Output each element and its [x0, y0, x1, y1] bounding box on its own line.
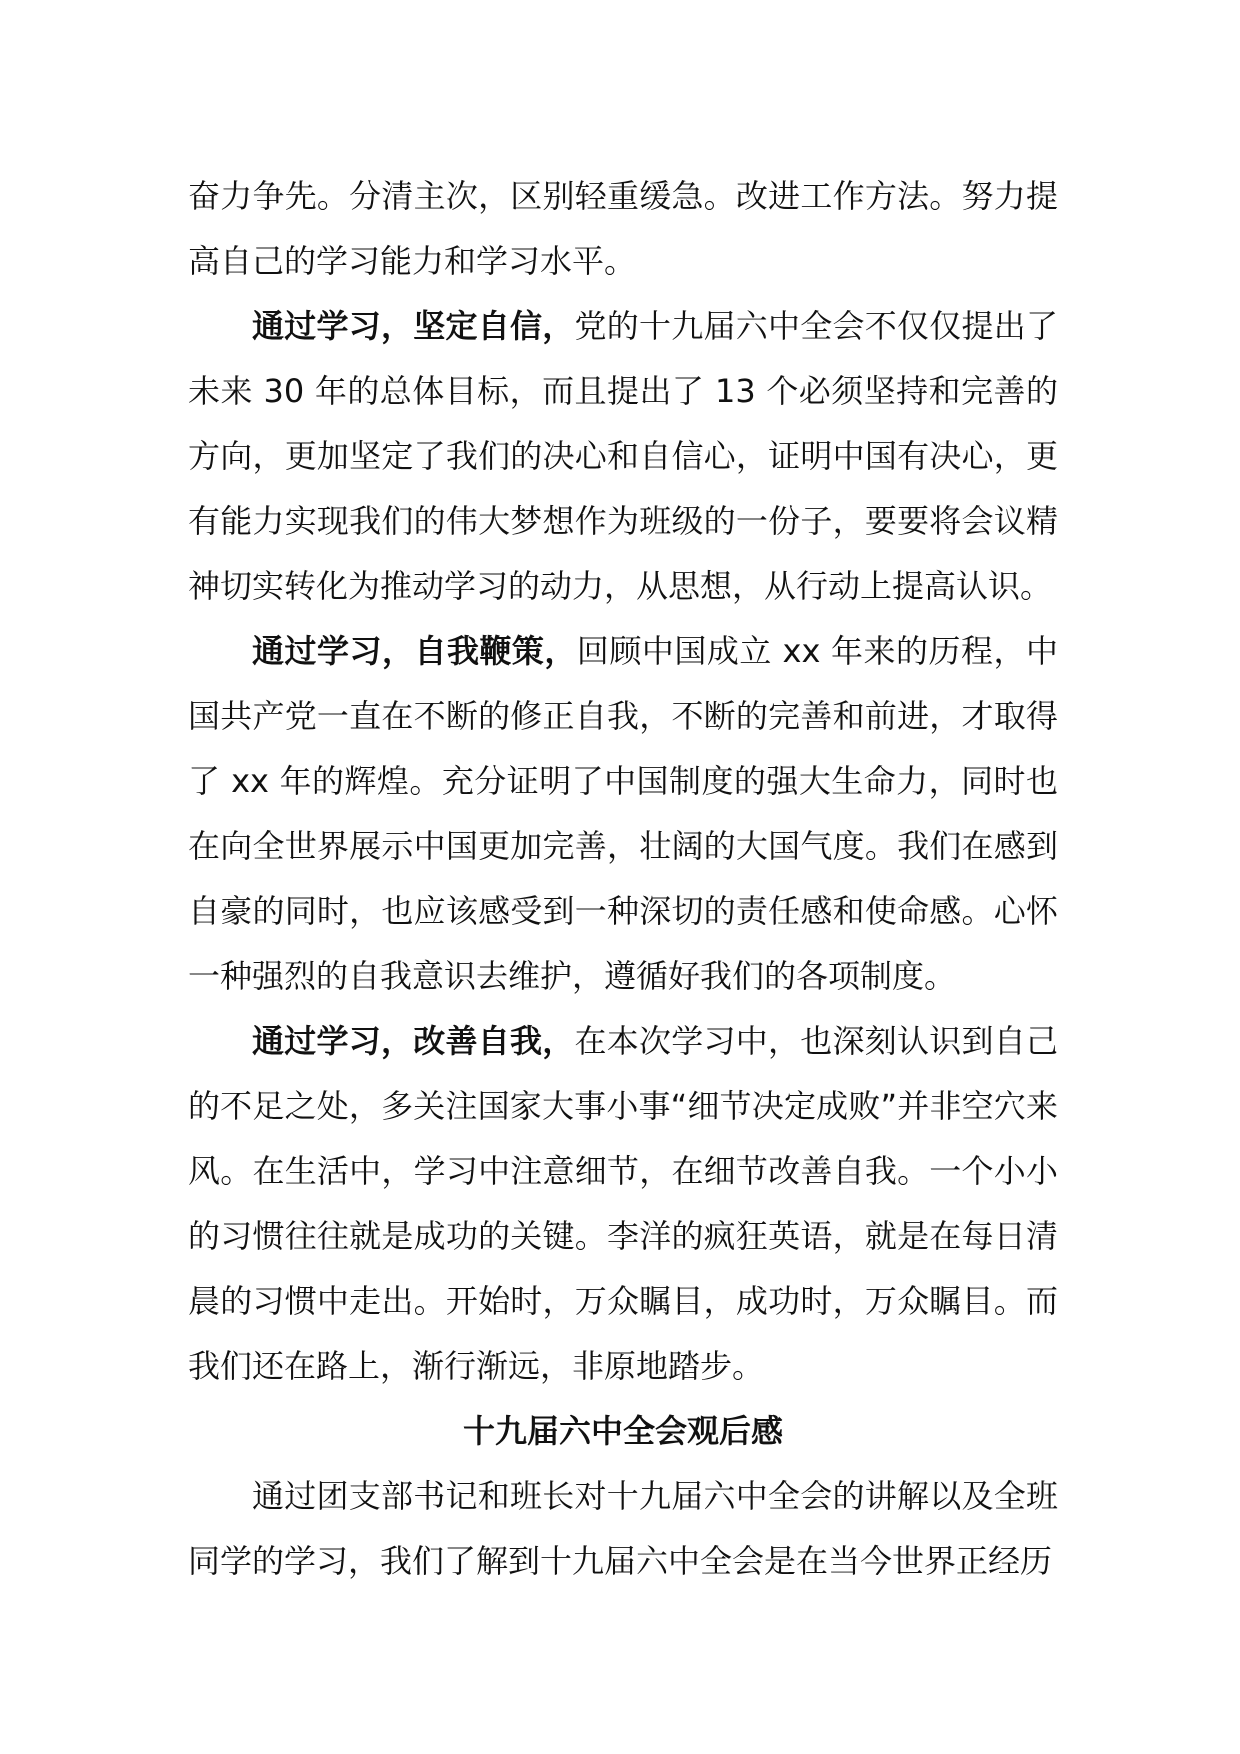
paragraph-confidence	[188, 294, 1058, 619]
document-page	[188, 164, 1058, 1594]
paragraph-lead: 通过学习，自我鞭策，	[252, 632, 577, 670]
paragraph-final	[188, 1464, 1058, 1594]
section-title: 十九届六中全会观后感	[462, 1412, 783, 1450]
paragraph-text: 回顾中国成立 xx 年来的历程，中国共产党一直在不断的修正自我，不断的完善和前进，才取得了 xx 年的辉煌。充分证明了中国制度的强大生命力，同时也在向全世界展示中国更加完善，壮阔的大国气度。我们在感到自豪的同时，也应该感受到一种深切的责任感和使命感。心怀一种强烈的自我意识去维护，遵循好我们的各项制度。	[188, 632, 1058, 995]
paragraph-text: 在本次学习中，也深刻认识到自己的不足之处，多关注国家大事小事“细节决定成败”并非空穴来风。在生活中，学习中注意细节，在细节改善自我。一个小小的习惯往往就是成功的关键。李洋的疯狂英语，就是在每日清晨的习惯中走出。开始时，万众瞩目，成功时，万众瞩目。而我们还在路上，渐行渐远，非原地踏步。	[188, 1022, 1058, 1385]
paragraph-lead: 通过学习，改善自我，	[252, 1022, 575, 1060]
paragraph-continuation	[188, 164, 1058, 294]
paragraph-lead: 通过学习，坚定自信，	[252, 307, 575, 345]
paragraph-self-improvement	[188, 1009, 1058, 1399]
paragraph-text: 奋力争先。分清主次，区别轻重缓急。改进工作方法。努力提高自己的学习能力和学习水平。	[188, 177, 1058, 280]
paragraph-self-motivation	[188, 619, 1058, 1009]
paragraph-text: 通过团支部书记和班长对十九届六中全会的讲解以及全班同学的学习，我们了解到十九届六中全会是在当今世界正经历	[188, 1477, 1058, 1580]
paragraph-text: 党的十九届六中全会不仅仅提出了未来 30 年的总体目标，而且提出了 13 个必须坚持和完善的方向，更加坚定了我们的决心和自信心，证明中国有决心，更有能力实现我们的伟大梦想作为班级的一份子，要要将会议精神切实转化为推动学习的动力，从思想，从行动上提高认识。	[188, 307, 1058, 605]
